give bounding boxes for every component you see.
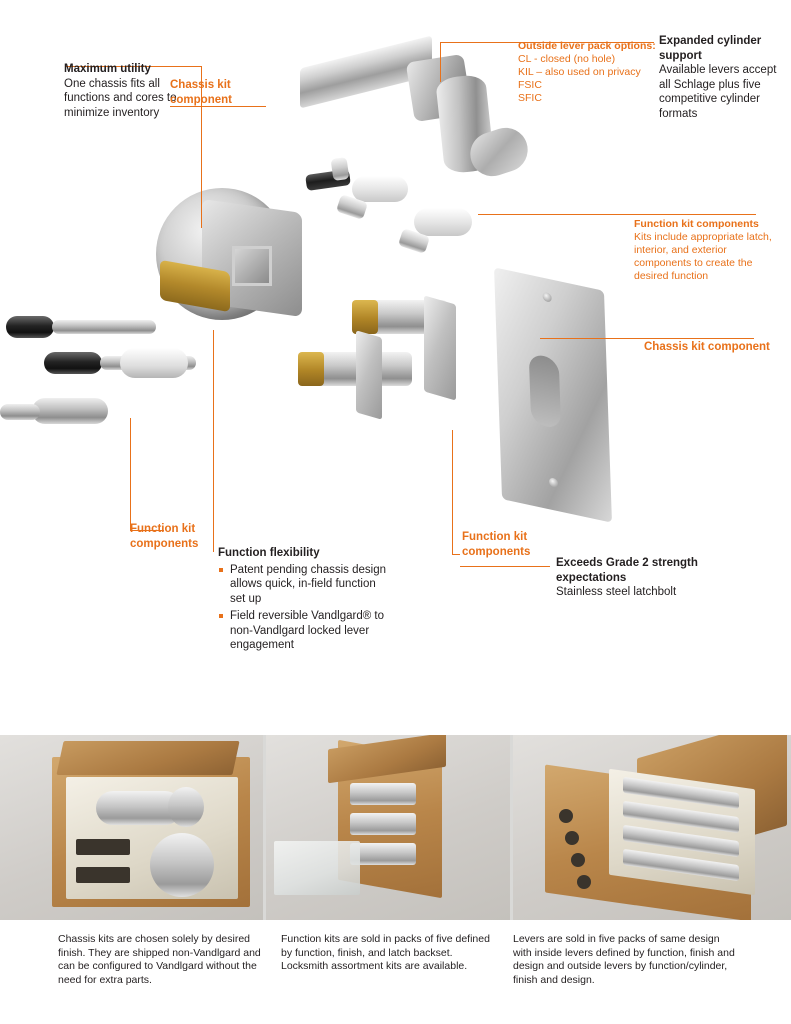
callout-chassis-kit-component-right <box>644 340 784 355</box>
chassis-kit-foam-slot-1 <box>76 839 130 855</box>
callout-maximum-utility-body: One chassis fits all functions and cores to minimize inventory <box>64 77 177 119</box>
cylinder-insert-white-2 <box>414 208 472 236</box>
caption-lever-packs: Levers are sold in five packs of same design with inside levers defined by function, finish and design and outside levers by function/cylinder, finish and design. <box>513 933 735 986</box>
lever-pack-hole-2 <box>565 831 579 845</box>
function-flexibility-bullets <box>218 563 393 653</box>
callout-chassis-kit-component-right-label: Chassis kit component <box>644 341 770 353</box>
cylinder-insert-white-1 <box>352 176 408 202</box>
lever-pack-hole-4 <box>577 875 591 889</box>
core-black-2 <box>44 352 102 374</box>
strike-screw-top <box>542 292 551 303</box>
leader-line-function-kit-lower-mid <box>452 430 453 554</box>
lever-pack-photo <box>513 735 791 920</box>
callout-function-kit-components-lower-mid-line1: Function kit <box>462 531 528 543</box>
lever-pack-hole-1 <box>559 809 573 823</box>
chassis-kit-knob <box>168 787 204 827</box>
caption-function-kits: Function kits are sold in packs of five defined by function, finish, and latch backset. Locksmith assortment kits are available. <box>281 933 490 972</box>
callout-chassis-kit-component-left-label: Chassis kit component <box>170 79 232 106</box>
function-kit-latch-1 <box>350 783 416 805</box>
callout-function-kit-components-lower-left <box>130 522 220 551</box>
callout-function-kit-components-lower-left-line2: components <box>130 537 199 550</box>
leader-line-lever-pack-down <box>440 42 441 82</box>
strike-plate-illustration <box>494 267 612 522</box>
callout-chassis-kit-component-left <box>170 78 260 107</box>
latch-faceplate-1 <box>356 330 382 419</box>
callout-exceeds-grade-2 <box>556 556 721 600</box>
strike-plate-opening <box>529 353 561 430</box>
core-tailpiece-1 <box>52 320 156 334</box>
spindle-tab <box>331 157 350 181</box>
photo-strip <box>0 735 791 920</box>
callout-function-flexibility-heading: Function flexibility <box>218 547 320 559</box>
lever-illustration <box>300 46 540 166</box>
function-kit-latch-2 <box>350 813 416 835</box>
callout-function-kit-components-right-body: Kits include appropriate latch, interior, and exterior components to create the desired function <box>634 231 772 282</box>
latch-brass-2 <box>298 352 324 386</box>
callout-outside-lever-pack-option-2: FSIC <box>518 79 542 91</box>
core-tailpiece-3 <box>0 404 40 420</box>
function-flexibility-bullet-1: Field reversible Vandlgard® to non-Vandlgard locked lever engagement <box>218 609 393 653</box>
latch-brass-1 <box>352 300 378 334</box>
callout-expanded-cylinder-support-heading: Expanded cylinder support <box>659 35 762 62</box>
callout-expanded-cylinder-support <box>659 34 783 121</box>
lever-pack-hole-3 <box>571 853 585 867</box>
photo-captions <box>0 925 791 1024</box>
leader-line-chassis-kit-right <box>540 338 754 339</box>
strike-screw-bottom <box>549 477 558 488</box>
cylinder-cores-illustration <box>0 300 210 450</box>
core-silver-3 <box>32 398 108 424</box>
chassis-spindle-socket <box>232 246 272 286</box>
callout-outside-lever-pack-option-1: KIL – also used on privacy <box>518 66 641 78</box>
chassis-kit-foam-slot-2 <box>76 867 130 883</box>
callout-maximum-utility <box>64 62 184 120</box>
callout-function-kit-components-lower-left-line1: Function kit <box>130 523 196 535</box>
callout-outside-lever-pack-option-0: CL - closed (no hole) <box>518 53 616 65</box>
caption-chassis-kits: Chassis kits are chosen solely by desired finish. They are shipped non-Vandlgard and can be configured to Vandlgard without the need for extra parts. <box>58 933 261 986</box>
function-kit-clamshell <box>274 841 360 895</box>
core-black-1 <box>6 316 54 338</box>
callout-outside-lever-pack <box>518 40 658 105</box>
callout-exceeds-grade-2-heading: Exceeds Grade 2 strength expectations <box>556 557 698 584</box>
leader-line-function-kit-lower-left <box>130 418 131 530</box>
callout-outside-lever-pack-heading: Outside lever pack options: <box>518 40 656 52</box>
chassis-kit-rose <box>150 833 214 897</box>
latch-illustration <box>292 290 482 435</box>
callout-expanded-cylinder-support-body: Available levers accept all Schlage plus five competitive cylinder formats <box>659 64 777 120</box>
callout-outside-lever-pack-option-3: SFIC <box>518 92 542 104</box>
callout-function-kit-components-lower-mid-line2: components <box>462 545 531 558</box>
leader-line-function-kit-lower-mid-h <box>452 554 460 555</box>
leader-line-function-kit-right <box>478 214 756 215</box>
callout-maximum-utility-heading: Maximum utility <box>64 63 151 75</box>
core-white-body <box>120 348 188 378</box>
function-flexibility-bullet-0: Patent pending chassis design allows quick, in-field function set up <box>218 563 393 607</box>
leader-line-exceeds-grade-2 <box>460 566 550 567</box>
callout-exceeds-grade-2-body: Stainless steel latchbolt <box>556 586 677 598</box>
function-kit-photo <box>266 735 510 920</box>
callout-function-kit-components-right <box>634 218 786 283</box>
callout-function-kit-components-lower-mid <box>462 530 552 559</box>
chassis-kit-box-lid <box>56 741 239 775</box>
callout-function-kit-components-right-heading: Function kit components <box>634 218 759 230</box>
callout-function-flexibility <box>218 546 393 656</box>
latch-faceplate-2 <box>424 295 456 400</box>
chassis-kit-photo <box>0 735 263 920</box>
leader-line-function-flexibility <box>213 330 214 552</box>
